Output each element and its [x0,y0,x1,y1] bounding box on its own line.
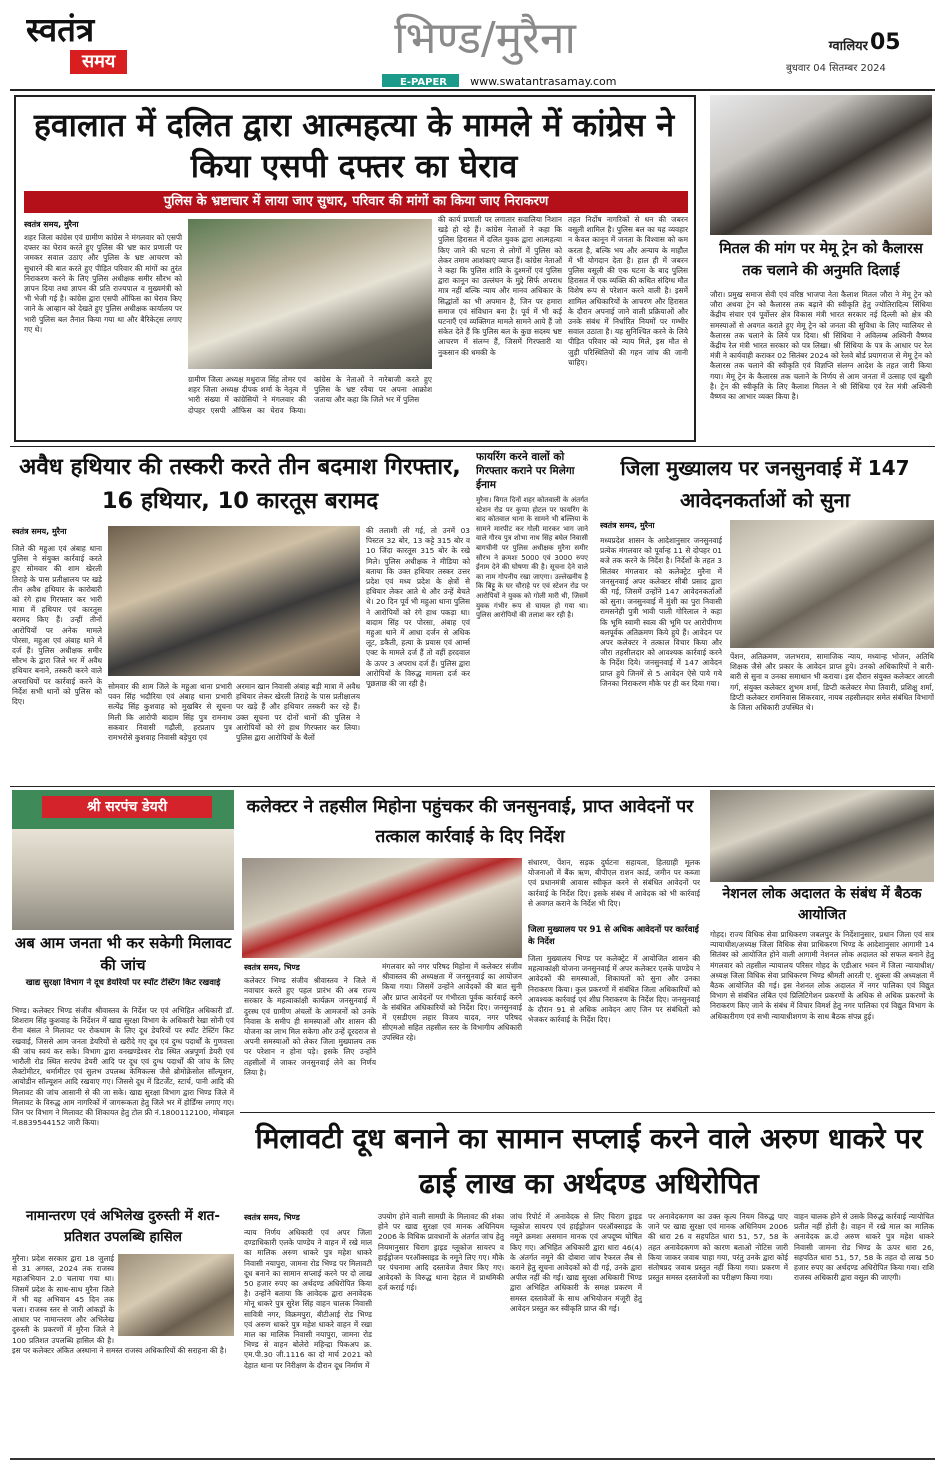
page-number: 05 [870,30,901,55]
row2-rule [10,786,935,787]
story3-col2: पेंशन, अतिक्रमण, जलभराव, सामाजिक न्याय, मध्यान्ह भोजन, अतिथि शिक्षक जैसे और प्रकार के आवेदन प्राप्त हुये। उनको अधिकारियों ने बारी-बारी से सुना व उनका समाधान भी कराया। इस दौरान संयुक्त कलेक्टर आरती गर्ग, संयुक्त कलेक्टर शुभम शर्मा, डिप्टी कलेक्टर मेघा तिवारी, प्रशिक्षु शर्मा, डिप्टी कलेक्टर रामनिवास सिकरवार, नायब तहसीलदार समेत संबंधित विभागों के जिला अधिकारी उपस्थित थे। [730,652,934,713]
story1-col1: शहर जिला कांग्रेस एवं ग्रामीण कांग्रेस ने मंगलवार को एसपी दफ्तर का घेराव करते हुए पुलिस की भ्रष्ट कार प्रणाली पर जमकर सवाल उठाए और पुलिस के भ्रष्ट आचरण को सुधारने की बात करते हुए पीड़ित परिवार की मांगों का तुरंत निराकरण करने के लिए पुलिस अधीक्षक समीर सौरभ को ज्ञापन दिया तथा ज्ञापन की प्रति राज्यपाल व मुख्यमंत्री को भी भेजी गई है। कांग्रेस द्वारा एसपी ऑफिस का घेराव किए जाने के आव्हान को देखते हुए पुलिस अधीक्षक कार्यालय पर भारी पुलिस बल तैनात किया गया था और बैरिकेट्स लगाए गए थे। [24,233,182,334]
logo-top-text: स्वतंत्र [26,10,95,49]
story1-headline: हवालात में दलित द्वारा आत्महत्या के मामले में कांग्रेस ने किया एसपी दफ्तर का घेराव [33,106,675,185]
story1-subheadline: पुलिस के भ्रष्टाचार में लाया जाए सुधार, परिवार की मांगों का किया जाए निराकरण [24,191,688,213]
mittal-photo [710,95,932,235]
logo [26,10,144,80]
logo-bottom-text: समय [70,50,127,74]
story4-sub2: जिला मुख्यालय पर 91 से अधिक आवेदनों पर कार्रवाई के निर्देश [528,925,699,947]
dairy-subheadline: खाद्य सुरक्षा विभाग ने दूध डेयरियों पर स्पॉट टेस्टिंग किट रखवाई [25,978,221,988]
story4-col3: मंगलवार को नगर परिषद मिहोना में कलेक्टर संजीव श्रीवास्तव की अध्यक्षता में जनसुनवाई का आयोजन किया गया। जिसमें उन्होंने आवेदकों की बात सुनी और प्राप्त आवेदनों पर गंभीरता पूर्वक कार्रवाई करने के संबंधित अधिकारियों को निर्देश दिए। जनसुनवाई में एसडीएम लहार विजय यादव, नगर परिषद सीएमओ सहित तहसील स्तर के विभागीय अधिकारी उपस्थित रहे। [382,962,522,1043]
reward-body: मुरैना। विगत दिनों शहर कोतवाली के अंतर्गत स्टेशन रोड पर कुप्पा होटल पर फायरिंग के बाद कोतवाल थाना के सामने भी बल्लिया के सामने मारपीट कर गोली मारकर भाग जाने वाले गौरव पुत्र शोभा नाथ सिंह बघेल निवासी बागचीनी पर पुलिस अधीक्षक मुरैना समीर सौरभ ने क्रमशः 5000 एवं 3000 रुपए ईनाम देने की घोषणा की है। सूचना देने वाले का नाम गोपनीय रखा जाएगा। उल्लेखनीय है कि बिट्टू के घर चौराहे पर एवं स्टेशन रोड पर आरोपियों ने युवक को गोली मारी थी, जिसमें युवक गंभीर रूप से घायल हो गया था। पुलिस आरोपियों की तलाश कर रही है। [476,496,588,620]
story3-byline: स्वतंत्र समय, मुरैना [600,521,655,530]
lok-photo [710,790,934,882]
mittal-headline: मितल की मांग पर मेमू ट्रेन को कैलारस तक चलाने की अनुमति दिलाई [719,241,923,279]
story1-byline: स्वतंत्र समय, मुरैना [24,220,79,229]
story5-col3: जांच रिपोर्ट में अनावेदक से लिए चिराग ड्राइड ग्लूकोज सायरप एवं हाईड्रोजन परऑक्साइड के नमूने क्रमशः असमान मानक एवं अपदूष्य घोषित किए गए। अभिहित अधिकारी द्वारा धारा 46(4) के अंतर्गत नमूने की दोबारा जांच रैफरल लैब से कराने हेतु सूचना आवेदकों को दी गई, उनके द्वारा अपील नहीं की गई। खाद्य सुरक्षा अधिकारी भिण्ड द्वारा अभिहित अधिकारी के समक्ष प्रकरण में समस्त दस्तावेजों के साथ अभियोजन मंजूरी हेतु आवेदन प्रस्तुत कर स्वीकृति प्राप्त की गई। [510,1212,642,1313]
reward-headline: फायरिंग करने वालों को गिरफ्तार कराने पर मिलेगा ईनाम [476,451,575,491]
epaper-label: E-PAPER [382,74,459,87]
story4-col4: जिला मुख्यालय भिण्ड पर कलेक्ट्रेट में आयोजित शासन की महत्वाकांक्षी योजना जनसुनवाई में अपर कलेक्टर एलके पाण्डेय ने आवेदकों की समस्याओं, शिकायतों को सुना और उनका निराकरण किया। कुल प्रकरणों में संबंधित जिला अधिकारियों को आवश्यक कार्रवाई एवं शीघ्र निराकरण के निर्देश दिए। जनसुनवाई के दौरान 91 से अधिक आवेदन आए जिन पर संबंधितों को भेजकर कार्रवाई के निर्देश दिए। [528,954,700,1025]
issue-date: बुधवार 04 सितम्बर 2024 [786,63,886,74]
namantaran-body: मुरैना। प्रदेश सरकार द्वारा 18 जुलाई से 31 अगस्त, 2024 तक राजस्व महाअभियान 2.0 चलाया गया था। जिसमें प्रदेश के साथ-साथ मुरैना जिले में भी यह अभियान 45 दिन तक चला। राजस्व स्तर से जारी आंकड़ों के आधार पर नामान्तरण और अभिलेख दुरुस्ती के प्रकरणों में मुरैना जिले ने 100 प्रतिशत उपलब्धि हासिल की है। इस पर कलेक्टर अंकित अस्थाना ने समस्त राजस्व अधिकारियों की सराहना की है। [12,1254,227,1355]
story5-col2: उपयोग होने वाली सामग्री के मिलावट की शंका होने पर खाद्य सुरक्षा एवं मानक अधिनियम 2006 के विधिक प्रावधानों के अंतर्गत जांच हेतु नियमानुसार चिराग ड्राइड ग्लूकोज सायरप व हाईड्रोजन परऑक्साइड के नमूने लिए गए। मौके पर पंचनामा आदि दस्तावेज तैयार किए गए। आवेदकों के विरुद्ध थाना देहात में प्राथमिकी दर्ज कराई गई। [378,1212,504,1293]
row1-rule [10,446,935,447]
story2-col3: अरमान खान निवासी अंबाह बड़ी मात्रा में अवैध हथियार लेकर खेरली तिराहे के पास प्रतीक्षालय पर खड़े हैं और हथियार तस्करी कर रहे हैं। उक्त सूचना पर दोनों थानों की पुलिस ने आरोपियों को रंगे हाथ गिरफ्तार कर लिया। पुलिस द्वारा आरोपियों के थैलों [236,682,360,743]
story2-col2: सोमवार की शाम जिले के महुआ थाना प्रभारी पवन सिंह भदौरिया एवं अंबाह थाना प्रभारी सत्येंद्र सिंह कुशवाह को मुखबिर से सूचना मिली कि आरोपी बादाम सिंह पुत्र रामनाथ सकवार निवासी गढ़ौली, हरप्रताप पुत्र रामभरोसे कुशवाह निवासी बड़ेपुरा एवं [108,682,232,743]
dairy-body: भिण्ड। कलेक्टर भिण्ड संजीव श्रीवास्तव के निर्देश पर एवं अभिहित अधिकारी डॉ. शिशराम सिंह कुशवाह के निर्देशन में खाद्य सुरक्षा विभाग के अधिकारी रेखा सोनी एवं रीना बंसल ने मिलावट पर रोकथाम के लिए दूध डेयरियों पर स्पॉट टेस्टिंग किट रखवाई, जिससे आम जनता डेयरियों से खरीदे गए दूध एवं दुग्ध पदार्थों के गुणवत्ता की जांच स्वयं कर सके। विभाग द्वारा वनखण्डेश्वर रोड स्थित अन्नपूर्णा डेयरी एवं भारौली रोड स्थित सरपंच डेयरी आदि पर दूध एवं दुग्ध पदार्थों की जांच के लिए लैक्टोमीटर, थर्मामीटर एवं सुलभ उपलब्ध केमिकल्स जैसे ब्रोमोक्रेसोल सॉल्यूशन, आयोडीन सॉल्यूशन आदि रखवाए गए। जिससे दूध में डिटर्जेंट, स्टार्च, पानी आदि की मिलावट की जांच आसानी से की जा सके। खाद्य सुरक्षा विभाग द्वारा भिण्ड जिले में मिलावट के विरुद्ध आम नागरिकों में जागरूकता हेतु जिले भर में होर्डिंग्स लगाए गए। जिन पर विभाग ने मिलावट की शिकायत हेतु टोल फ्री नं.1800112100, मोबाइल नं.8839544152 जारी किया। [12,1006,234,1128]
footer-rule [10,1458,935,1460]
masthead [0,0,945,92]
story2-col1: जिले की महुआ एवं अंबाह थाना पुलिस ने संयुक्त कार्रवाई करते हुए सोमवार की शाम खेरली तिराहे के पास प्रतीक्षालय पर खड़े तीन अवैध हथियार के कारोबारी को रंगे हाथ गिरफ्तार कर भारी मात्रा में हथियार एवं कारतूस बरामद किए हैं। उन्हीं तीनों आरोपियों पर अनेक मामले पोरसा, महुआ एवं अंबाह थाने में दर्ज हैं। पुलिस अधीक्षक समीर सौरभ के द्वारा जिले भर में अवैध हथियार बनाने, तस्करी करने वाले अपराधियों पर कार्रवाई करने के निर्देश सभी थानों को पुलिस को दिए। [12,544,102,707]
story5-byline: स्वतंत्र समय, भिण्ड [244,1213,300,1222]
edition-title: भिण्ड/मुरैना [394,13,576,64]
story5-col4: पर अनावेदकगण का उक्त कृत्य नियम विरुद्ध पाए जाने पर खाद्य सुरक्षा एवं मानक अधिनियम 2006 की धारा 26 व सहपठित धारा 51, 57, 58 के तहत अनावेदकगण को कारण बताओ नोटिस जारी किया जाकर जवाब चाहा गया, परंतु उनके द्वारा कोई संतोषप्रद जवाब प्रस्तुत नहीं किया गया। प्रकरण में प्रस्तुत समस्त दस्तावेजों का परीक्षण किया गया। [648,1212,788,1283]
story3-photo [730,520,934,648]
story5-headline: मिलावटी दूध बनाने का सामान सप्लाई करने वाले अरुण धाकरे पर ढाई लाख का अर्थदण्ड अधिरोपित [255,1122,923,1200]
dairy-sign: श्री सरपंच डेयरी [42,796,212,818]
story1-caption: ग्रामीण जिला अध्यक्ष मधुराज सिंह तोमर एवं शहर जिला अध्यक्ष दीपक शर्मा के नेतृत्व में भारी संख्या में कांग्रेसियों ने मंगलवार की दोपहर एसपी ऑफिस का घेराव किया। कांग्रेस के नेताओं ने नारेबाजी करते हुए पुलिस के भ्रष्ट रवैया पर अपना आक्रोश जताया और कहा कि जिले भर में पुलिस [188,375,432,415]
story3-col1: मध्यप्रदेश शासन के आदेशानुसार जनसुनवाई प्रत्येक मंगलवार को पूर्वान्ह 11 से दोपहर 01 बजे तक करने के निर्देश है। निर्देशों के तहत 3 सितंबर मंगलवार को कलेक्ट्रेट मुरैना में जनसुनवाई अपर कलेक्टर सीबी प्रसाद द्वारा की गई, जिसमें उन्होंने 147 आवेदनकर्ताओं को सुना। जनसुनवाई में मुंशी का पुरा निवासी रामसनेही पुत्री भावी पाली गोरिलाल ने कहा कि भूमि स्वामी स्वत्व की भूमि पर आरोपीगण बलपूर्वक अतिक्रमण किये हुये हैं। आवेदन पर अपर कलेक्टर ने तत्काल विचार किया और जौरा तहसीलदार को आवश्यक कार्रवाई करने के निर्देश दिये। जनसुनवाई में 147 आवेदन प्राप्त हुये जिनमें से 5 आवेदन ऐसे पाये गये जिनका निराकरण मौके पर ही कर दिया गया। [600,536,722,688]
reward-box [476,450,588,784]
story3-headline: जिला मुख्यालय पर जनसुनवाई में 147 आवेदनकर्ताओं को सुना [620,456,910,512]
dairy-headline: अब आम जनता भी कर सकेगी मिलावट की जांच [14,934,232,974]
lok-headline: नेशनल लोक अदालत के संबंध में बैठक आयोजित [722,886,922,923]
masthead-rule [10,89,935,91]
city-label: ग्वालियर [828,39,868,54]
story1-col3: की कार्य प्रणाली पर लगातार सवालिया निशान खड़े हो रहे हैं। कांग्रेस नेताओं ने कहा कि पुलिस हिरासत में दलित युवक द्वारा आत्महत्या किए जाने की घटना से लोगों में पुलिस को लेकर तमाम आशंकाएं व्याप्त हैं। कांग्रेस नेताओं ने कहा कि पुलिस शांति के दुश्मनों एवं पुलिस द्वारा कानून का उल्लंघन के मुद्दे सिर्फ अपराध मात्र नहीं बल्कि न्याय और मानव अधिकार के सिद्धांतों का भी अपमान है, जिन पर हमारा समाज एवं संविधान बना है। पूर्व में भी कई घटनाएँ एवं व्यक्तिगत मामले सामने आये हैं जो संकेत देते हैं कि पुलिस बल के कुछ सदस्य भ्रष्ट आचरण में संलग्न हैं, जिसमें गिरफ्तारी या नुकसान की धमकी के [438,215,562,357]
story2-col4: की तलाशी ली गई, तो उनमें 03 पिस्टल 32 बोर, 13 कट्टे 315 बोर व 10 जिंदा कारतूस 315 बोर के रखे मिले। पुलिस अधीक्षक ने मीडिया को बताया कि उक्त हथियार तस्कर उत्तर प्रदेश एवं मध्य प्रदेश के क्षेत्रों से हथियार लेकर आते थे और उन्हें बेचते थे। 20 दिन पूर्व भी महुआ थाना पुलिस ने आरोपियों को रंगे हाथ पकड़ा था। बादाम सिंह पर पोरसा, अंबाह एवं महुआ थाने में आधा दर्जन से अधिक लूट, डकैती, हत्या के प्रयास एवं आर्म्स एक्ट के मामले दर्ज हैं तो वहीं हरदवाल के ऊपर 3 अपराध दर्ज हैं। पुलिस द्वारा आरोपियों के विरुद्ध मामला दर्ज कर पूछताछ की जा रही है। [366,526,470,689]
story5-col5: वाहन चालक होने से उसके विरुद्ध कार्रवाई न्यायोचित प्रतीत नहीं होती है। वाहन में रखे माल का मालिक अनावेदक क्र.दो अरुण धाकरे पुत्र महेश धाकरे निवासी जामना रोड भिण्ड के ऊपर धारा 26, सहपठित धारा 51, 57, 58 के तहत दो लाख 50 हजार रुपए का अर्थदण्ड अधिरोपित किया गया। राशि राजस्व अधिकारी द्वारा वसूल की जाएगी। [794,1212,934,1283]
story2-byline: स्वतंत्र समय, मुरैना [12,527,67,536]
story4-photo [242,858,522,958]
story2-headline: अवैध हथियार की तस्करी करते तीन बदमाश गिरफ्तार, 16 हथियार, 10 कारतूस बरामद [19,454,461,514]
website-link[interactable]: www.swatantrasamay.com [470,75,617,87]
story5-col1: न्याय निर्णय अधिकारी एवं अपर जिला दण्डाधिकारी एलके पाण्डेय ने वाहन में रखे माल का मालिक अरुण धाकरे पुत्र महेश धाकरे निवासी नयापुरा, जामना रोड भिण्ड पर मिलावटी दूध बनाने का सामान सप्लाई करने पर दो लाख 50 हजार रुपए का अर्थदण्ड अधिरोपित किया है। उन्होंने बताया कि आवेदक द्वारा अनावेदक मोनू धाकरे पुत्र सुरेश सिंह वाहन चालक निवासी सावित्री नगर, विक्रमपुरा, बीटीआई रोड भिण्ड एवं अरुण धाकरे पुत्र महेश धाकरे वाहन में रखा माल का मालिक निवासी नयापुरा, जामना रोड भिण्ड से वाहन बोलेरो महिन्द्रा पिकअप क्र. एम.पी.30 जी.1116 का दो मार्च 2021 को देहात थाना पर निरीक्षण के दौरान दूध निर्माण में [244,1228,372,1370]
dairy-photo [12,790,234,930]
story1-photo [188,219,432,369]
story1-col4: तहत निर्दोष नागरिकों से धन की जबरन वसूली शामिल है। पुलिस बल का यह व्यवहार न केवल कानून में जनता के विश्वास को कम करता है, बल्कि भय और अन्याय के माहौल में भी योगदान देता है। हाल ही में जबरन पुलिस वसूली की एक घटना के बाद पुलिस हिरासत में एक व्यक्ति की कथित संदिग्ध मौत विशेष रूप से परेशान करने वाली है। इसमें शामिल अधिकारियों के आचरण और हिरासत के दौरान अपनाई जाने वाली प्रक्रियाओं और उनके संबंध में निर्धारित नियमों पर गम्भीर सवाल उठाता है। यह सुनिश्चित करने के लिये पीड़ित परिवार को न्याय मिले, इस मौत से जुड़ी परिस्थितियों की गहन जांच की जानी चाहिए। [568,215,688,367]
story4-col2: कलेक्टर भिण्ड संजीव श्रीवास्तव ने जिले में नवाचार करते हुए पहल प्रारंभ की अब राज्य सरकार के महत्वाकांक्षी कार्यक्रम जनसुनवाई में दुरस्थ एवं ग्रामीण अंचलों के आमजनों को उनके निवास के समीप ही समस्याओं और शासन की योजना का लाभ मिल सकेगा और उन्हें दूरदराज से अपनी समस्याओं को लेकर जिला मुख्यालय तक पर परेशान न होना पड़े। इसके लिए उन्होंने तहसीलों में जाकर जनसुनवाई लेने का निर्णय लिया है। [244,976,376,1077]
story4-byline: स्वतंत्र समय, भिण्ड [244,963,300,972]
mittal-body: जौरा। प्रमुख समाज सेवी एवं वरिष्ठ भाजपा नेता कैलाश मितल जौरा ने मेमू ट्रेन को जौरा अथवा ट्रेन को कैलारस तक बढ़ाने की स्वीकृति हेतु ज्योतिरादित्य सिंधिया केंद्रीय संचार एवं पूर्वोत्तर क्षेत्र विकास मंत्री भारत सरकार नई दिल्ली को क्षेत्र की समस्याओं से अवगत कराते हुए मेमू ट्रेन को जनता की सुविधा के लिए ग्वालियर से कैलारस तक चलाने के लिये पत्र दिया। श्री सिंधिया ने अविलम्ब अश्विनी वैष्णव केंद्रीय रेल मंत्री भारत सरकार को पत्र लिखा। श्री सिंधिया के पत्र के आधार पर रेल मंत्री ने कार्यवाही कराकर 02 सितंबर 2024 को रेलवे बोर्ड प्रयागराज से मेमू ट्रेन को कैलारस तक चलाने की स्वीकृति एवं विज्ञप्ति संलग्न आदेश के तहत जारी किया गया। मेमू ट्रेन के कैलारस तक चलाने के निर्णय से आम जनता में उत्साह एवं खुशी है। ट्रेन की स्वीकृति के लिए कैलाश मितल ने श्री सिंधिया एवं रेल मंत्री अश्विनी वैष्णव का आभार व्यक्त किया है। [710,290,932,402]
story1-box [14,95,696,442]
row3-rule [240,1112,935,1113]
story2-photo [108,526,360,676]
namantaran-headline: नामान्तरण एवं अभिलेख दुरुस्ती में शत-प्रतिशत उपलब्धि हासिल [26,1208,220,1245]
epaper-bar [382,70,694,87]
story4-col1: संधारण, पेंशन, सड़क दुर्घटना सहायता, हितग्राही मूलक योजनाओं में बैंक ऋण, बीपीएल राशन कार्ड, जमीन पर कब्जा एवं प्रधानमंत्री आवास स्वीकृत करने से संबंधित आवेदनों पर कार्रवाई के निर्देश दिए। इसके संबंध में आवेदक को भी कार्रवाई से अवगत कराने के निर्देश भी दिए। [528,858,700,908]
lok-body: गोहद। राज्य विधिक सेवा प्राधिकरण जबलपुर के निर्देशानुसार, प्रधान जिला एवं सत्र न्यायाधीश/अध्यक्ष जिला विधिक सेवा प्राधिकरण भिण्ड के आदेशानुसार आगामी 14 सितंबर को आयोजित होने वाली आगामी नेशनल लोक अदालत को सफल बनाने हेतु मंगलवार को तहसील न्यायालय परिसर गोहद के एडीआर भवन में जिला न्यायाधीश/अध्यक्ष जिला विधिक सेवा प्राधिकरण भिण्ड श्रीमती आरती ए. शुक्ला की अध्यक्षता में बैठक आयोजित की गई। इस नेशनल लोक अदालत में नगर पालिका एवं विद्युत विभाग से संबंधित लंबित एवं प्रिलिटिगेशन प्रकरणों के अधिक से अधिक प्रकरणों के निराकरण किए जाने के संबंध में विचार विमर्श हेतु नगर पालिका एवं विद्युत विभाग के अधिकारीगण एवं सभी न्यायाधीशगण के साथ बैठक संपन्न हुई। [710,930,934,1021]
story4-headline: कलेक्टर ने तहसील मिहोना पहुंचकर की जनसुनवाई, प्राप्त आवेदनों पर तत्काल कार्रवाई के दिए निर्देश [246,797,694,847]
